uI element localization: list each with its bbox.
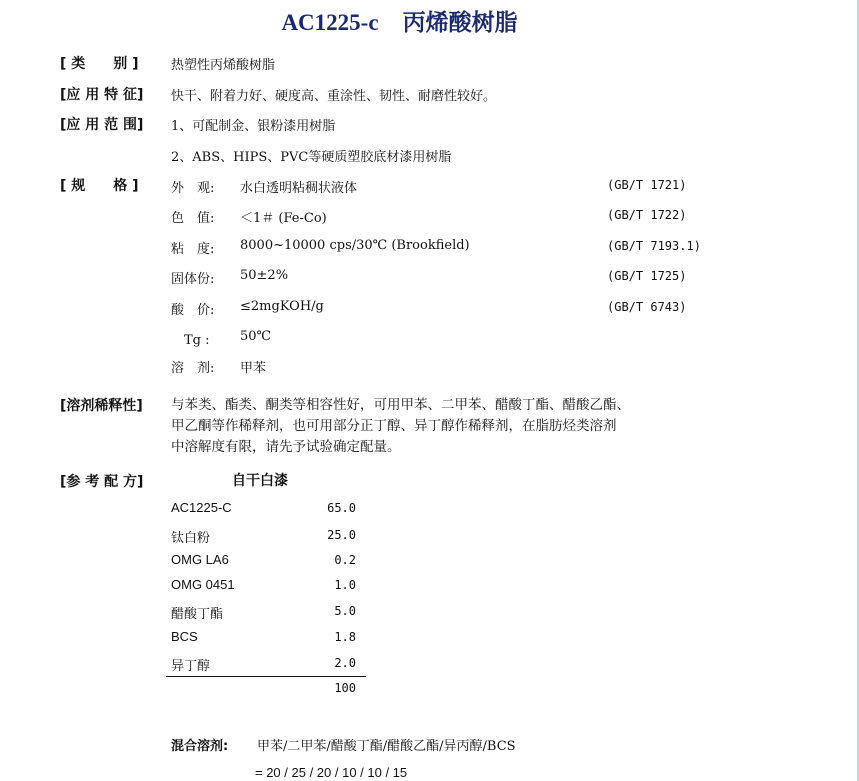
features-value: 快干、附着力好、硬度高、重涂性、韧性、耐磨性较好。	[171, 89, 497, 104]
application-item: 2、ABS、HIPS、PVC等硬质塑胶底材漆用树脂	[171, 150, 452, 165]
spec-key: Tg :	[171, 333, 210, 348]
applications-label: [应 用 范 围]	[60, 117, 144, 133]
formula-ingredient: 异丁醇	[171, 658, 211, 673]
formula-amount: 2.0	[334, 656, 356, 670]
spec-value: 甲苯	[240, 361, 267, 376]
formula-ingredient: OMG 0451	[171, 577, 235, 592]
spec-standard: (GB/T 1722)	[607, 208, 687, 222]
spec-value: 50℃	[240, 329, 272, 344]
application-item: 1、可配制金、银粉漆用树脂	[171, 119, 336, 134]
spec-value: 50±2%	[240, 268, 289, 283]
spec-key: 溶 剂:	[171, 361, 215, 376]
solvent-dilution-line: 与苯类、酯类、酮类等相容性好，可用甲苯、二甲苯、醋酸丁酯、醋酸乙酯、	[171, 397, 630, 413]
category-label: [ 类 别 ]	[60, 56, 139, 72]
formula-amount: 0.2	[334, 553, 356, 567]
spec-standard: (GB/T 6743)	[607, 300, 687, 314]
spec-value: 8000~10000 cps/30℃ (Brookfield)	[240, 238, 470, 253]
formula-ingredient: AC1225-C	[171, 500, 232, 515]
formula-amount: 25.0	[327, 528, 356, 542]
spec-key: 粘 度:	[171, 242, 215, 257]
product-model: AC1225-c	[281, 10, 379, 35]
formula-amount: 65.0	[327, 501, 356, 515]
spec-key: 外 观:	[171, 181, 215, 196]
solvent-dilution-label: [溶剂稀释性]	[60, 398, 143, 414]
total-divider	[166, 676, 366, 677]
formula-amount: 1.0	[334, 578, 356, 592]
formula-ingredient: BCS	[171, 629, 198, 644]
page-title	[0, 4, 859, 37]
mixed-solvent-ratio: = 20 / 25 / 20 / 10 / 10 / 15	[255, 765, 408, 780]
features-label: [应 用 特 征]	[60, 87, 144, 103]
formula-label: [参 考 配 方]	[60, 474, 144, 490]
product-name: 丙烯酸树脂	[402, 9, 518, 36]
spec-standard: (GB/T 1725)	[607, 269, 687, 283]
solvent-dilution-line: 甲乙酮等作稀释剂，也可用部分正丁醇、异丁醇作稀释剂，在脂肪烃类溶剂	[171, 418, 617, 434]
category-value: 热塑性丙烯酸树脂	[171, 58, 276, 73]
formula-ingredient: 醋酸丁酯	[171, 606, 224, 621]
specs-label: [ 规 格 ]	[60, 178, 139, 194]
formula-amount: 1.8	[334, 630, 356, 644]
spec-key: 色 值:	[171, 211, 215, 226]
mixed-solvent-value: 甲苯/二甲苯/醋酸丁酯/醋酸乙酯/异丙醇/BCS	[257, 739, 516, 754]
formula-subtitle: 自干白漆	[232, 473, 288, 489]
spec-value: ≤2mgKOH/g	[240, 299, 324, 314]
spec-standard: (GB/T 7193.1)	[607, 239, 701, 253]
mixed-solvent-label: 混合溶剂:	[171, 739, 229, 754]
formula-ingredient: OMG LA6	[171, 552, 229, 567]
spec-standard: (GB/T 1721)	[607, 178, 687, 192]
formula-total: 100	[334, 681, 356, 695]
spec-value: 水白透明粘稠状液体	[240, 181, 358, 196]
spec-key: 固体份:	[171, 272, 215, 287]
formula-amount: 5.0	[334, 604, 356, 618]
spec-value: ＜1＃ (Fe-Co)	[240, 211, 327, 226]
formula-ingredient: 钛白粉	[171, 530, 211, 545]
spec-key: 酸 价:	[171, 303, 215, 318]
solvent-dilution-line: 中溶解度有限，请先予试验确定配量。	[171, 439, 401, 455]
solvent-dilution-text	[171, 395, 751, 458]
